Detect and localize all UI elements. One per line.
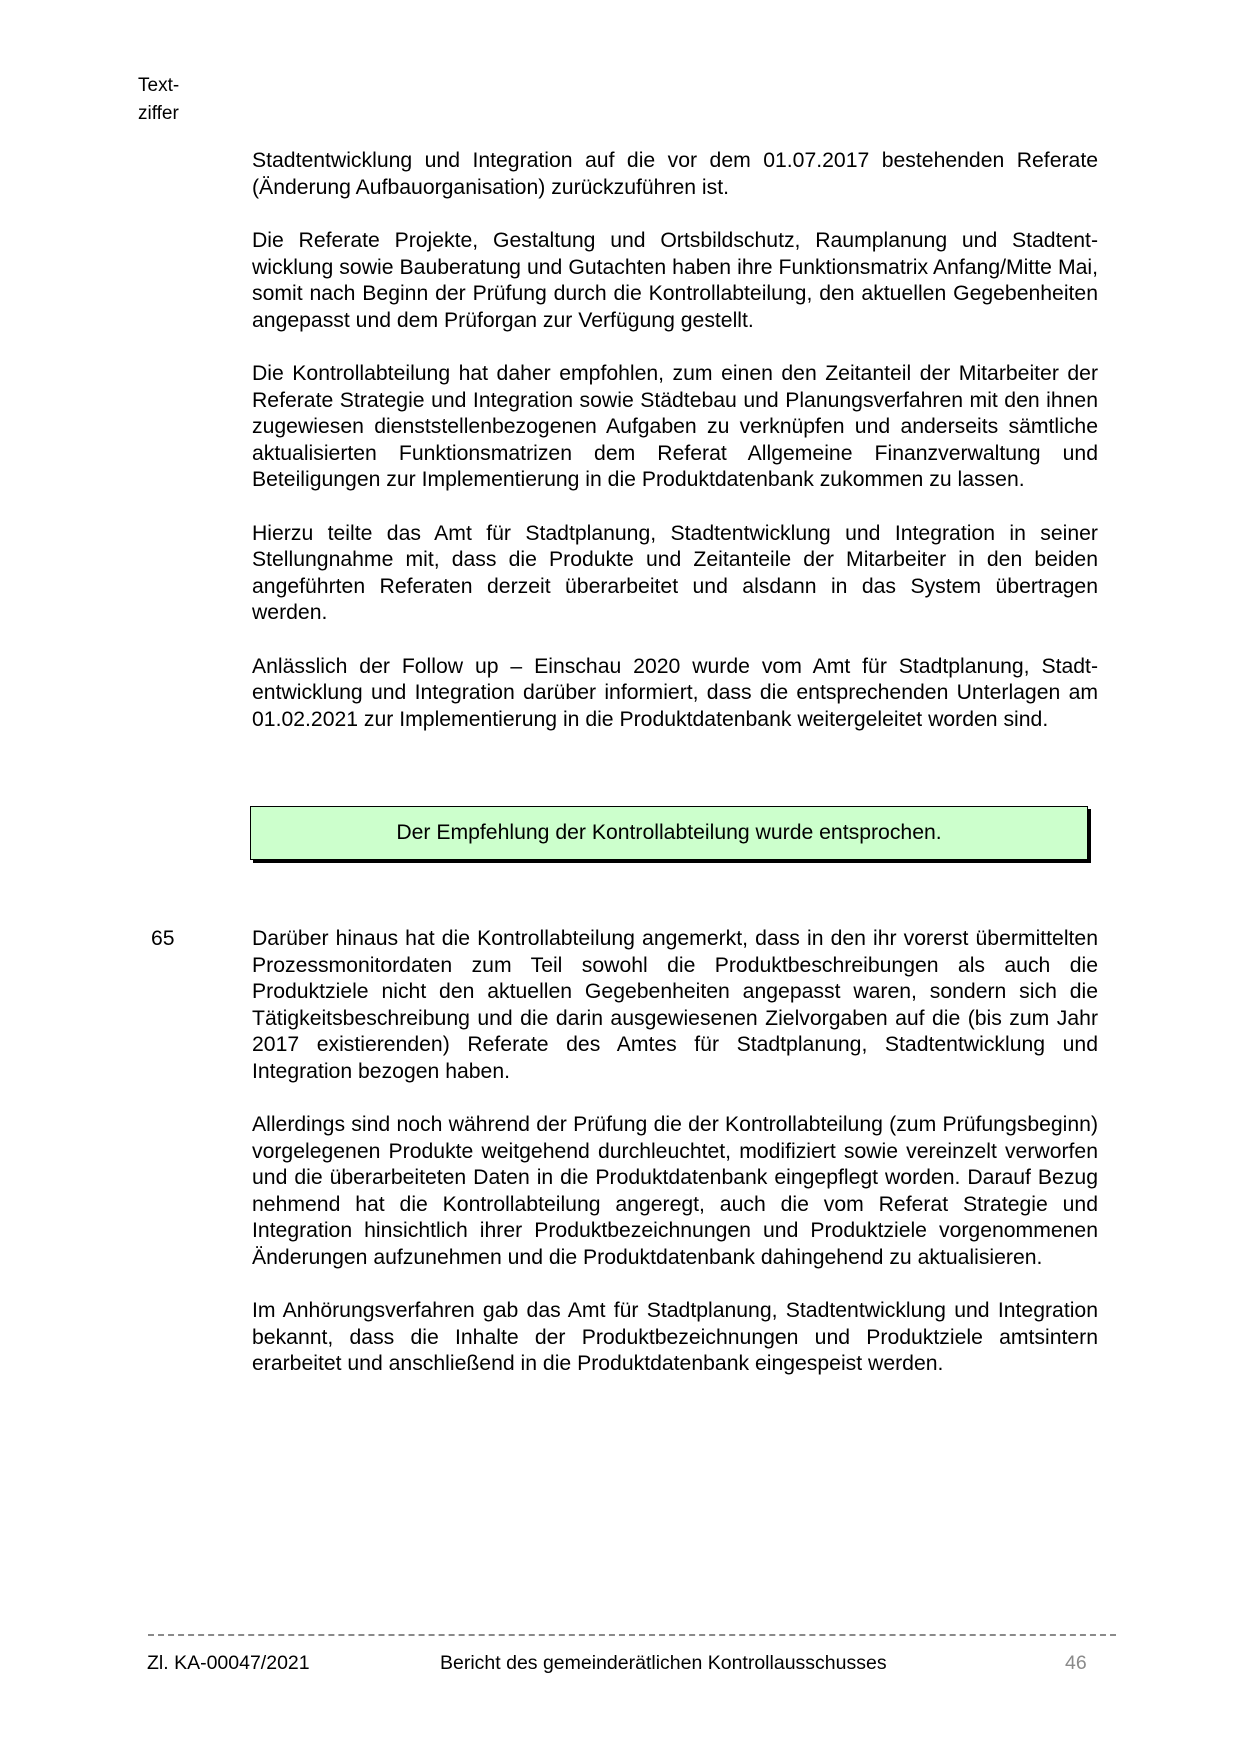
section-a [252,148,1098,733]
result-box [250,806,1088,860]
margin-label-line1: Text- [138,75,180,96]
paragraph: Die Referate Projekte, Gestaltung und Ortsbildschutz, Raumplanung und Stadtentwicklung sowie Bauberatung und Gutachten haben ihre Funktionsmatrix Anfang/Mitte Mai, somit nach Beginn der Prüfung durch die Kontrollabteilung, den aktuellen Gegebenheiten angepasst und dem Prüforgan zur Verfügung gestellt. [252,229,1098,332]
result-box-text: Der Empfehlung der Kontrollabteilung wurde entsprochen. [396,821,942,844]
margin-label [138,72,179,128]
footer-title: Bericht des gemeinderätlichen Kontrollausschusses [440,1652,887,1674]
section-number: 65 [151,927,175,950]
footer-reference: Zl. KA-00047/2021 [147,1652,310,1674]
paragraph: Allerdings sind noch während der Prüfung die der Kontrollabteilung (zum Prüfungsbeginn) vorgelegenen Produkte weitgehend durchleuchtet, modifiziert sowie vereinzelt verworfen und die überarbeiteten Daten in die Produktdatenbank eingepflegt worden. Darauf Bezug nehmend hat die Kontrollabteilung angeregt, auch die vom Referat Strategie und Integration hinsichtlich ihrer Produktbezeichnungen und Produktziele vorgenommenen Änderungen aufzunehmen und die Produktdatenbank dahingehend zu aktualisieren. [252,1113,1098,1269]
paragraph: Die Kontrollabteilung hat daher empfohlen, zum einen den Zeitanteil der Mitarbeiter der Referate Strategie und Integration sowie Städtebau und Planungsverfahren mit den ihnen zugewiesen dienststellenbezogenen Aufgaben zu verknüpfen und anderseits sämtliche aktualisierten Funktionsmatrizen dem Referat Allgemeine Finanzverwaltung und Beteiligungen zur Implementierung in die Produktdatenbank zukommen zu lassen. [252,362,1098,491]
paragraph: Stadtentwicklung und Integration auf die vor dem 01.07.2017 bestehenden Referate (Änderung Aufbauorganisation) zurückzuführen ist. [252,149,1098,199]
section-b [252,926,1098,1378]
margin-label-line2: ziffer [138,103,179,124]
paragraph: Darüber hinaus hat die Kontrollabteilung angemerkt, dass in den ihr vorerst übermittelten Prozessmonitordaten zum Teil sowohl die Produktbeschreibungen als auch die Produktziele nicht den aktuellen Gegebenheiten angepasst waren, sondern sich die Tätigkeitsbeschreibung und die darin ausgewiesenen Zielvorgaben auf die (bis zum Jahr 2017 existierenden) Referate des Amtes für Stadtplanung, Stadtentwicklung und Integration bezogen haben. [252,927,1098,1083]
footer-divider [148,1634,1116,1636]
paragraph: Hierzu teilte das Amt für Stadtplanung, Stadtentwicklung und Integration in seiner Stellungnahme mit, dass die Produkte und Zeitanteile der Mitarbeiter in den beiden angeführten Referaten derzeit überarbeitet und alsdann in das System übertragen werden. [252,521,1098,624]
page-number: 46 [1065,1652,1087,1674]
paragraph: Anlässlich der Follow up – Einschau 2020 wurde vom Amt für Stadtplanung, Stadtentwicklung und Integration darüber informiert, dass die entsprechenden Unterlagen am 01.02.2021 zur Implementierung in die Produktdatenbank weitergeleitet worden sind. [252,654,1098,731]
paragraph: Im Anhörungsverfahren gab das Amt für Stadtplanung, Stadtentwicklung und Integration bekannt, dass die Inhalte der Produktbezeichnungen und Produktziele amtsintern erarbeitet und anschließend in die Produktdatenbank eingespeist werden. [252,1299,1098,1375]
